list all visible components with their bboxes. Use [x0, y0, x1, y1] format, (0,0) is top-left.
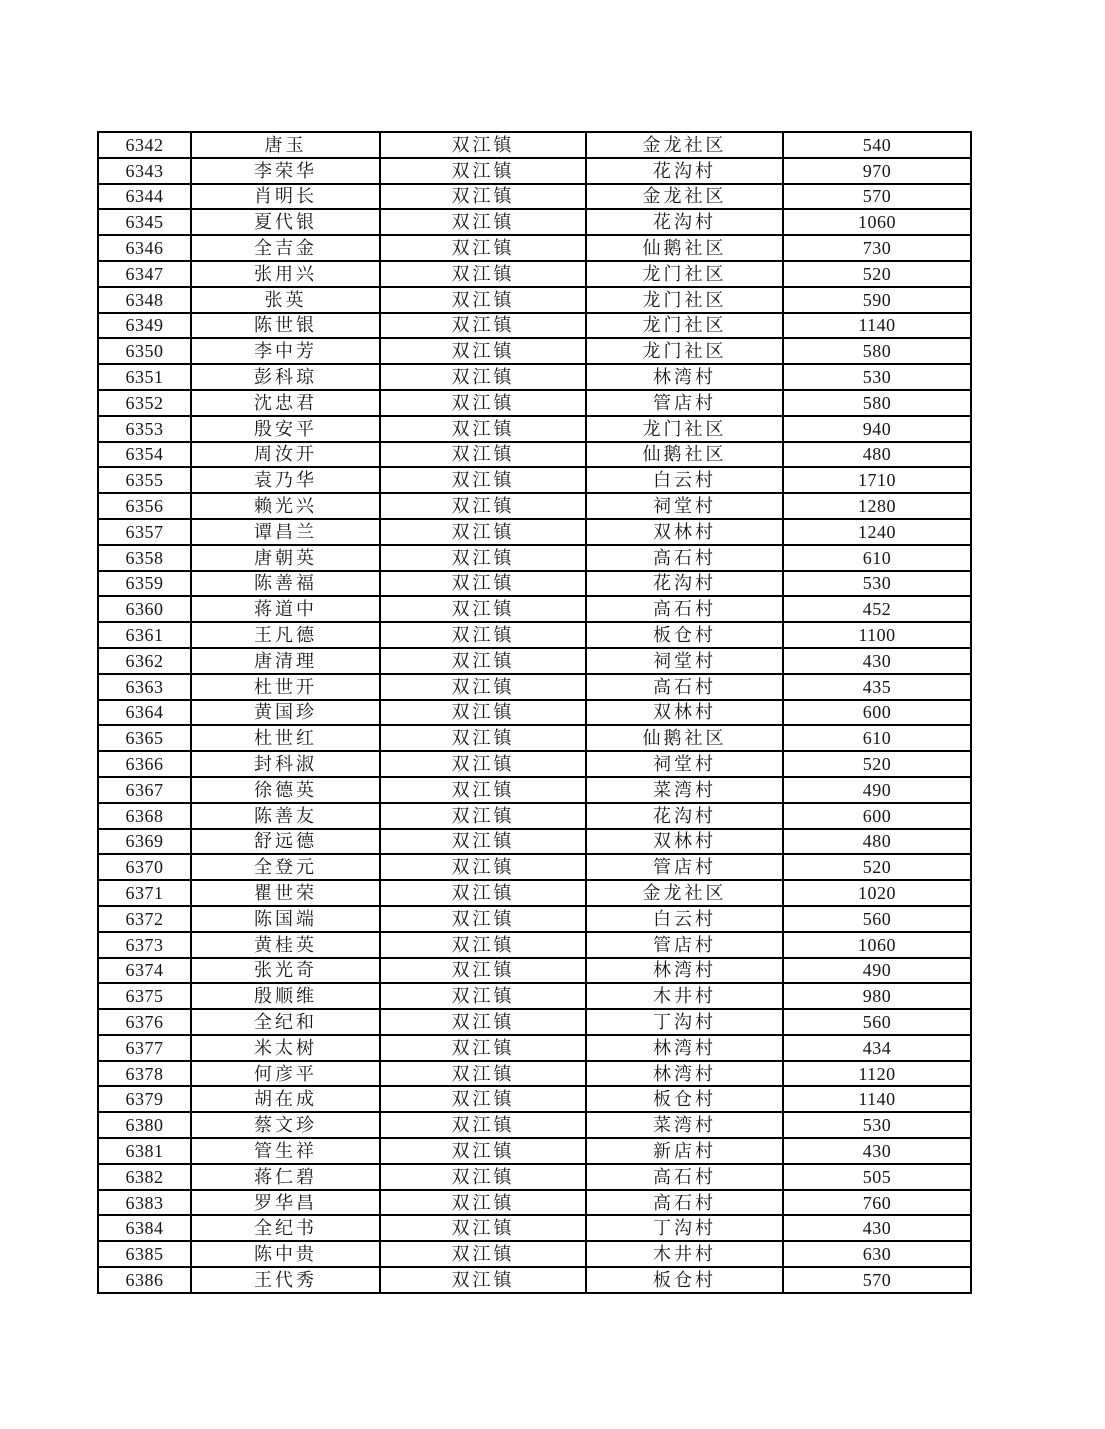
town-cell: 双江镇: [380, 1138, 586, 1164]
village-cell: 管店村: [586, 854, 783, 880]
village-cell: 双林村: [586, 829, 783, 855]
village-cell: 龙门社区: [586, 338, 783, 364]
name-cell: 陈国端: [191, 906, 380, 932]
town-cell: 双江镇: [380, 519, 586, 545]
town-cell: 双江镇: [380, 313, 586, 339]
table-row: [98, 416, 971, 442]
serial-number-cell: 6379: [98, 1086, 191, 1112]
name-cell: 彭科琼: [191, 364, 380, 390]
village-cell: 丁沟村: [586, 1009, 783, 1035]
amount-cell: 480: [783, 829, 971, 855]
town-cell: 双江镇: [380, 390, 586, 416]
village-cell: 祠堂村: [586, 751, 783, 777]
town-cell: 双江镇: [380, 1215, 586, 1241]
town-cell: 双江镇: [380, 622, 586, 648]
amount-cell: 430: [783, 1215, 971, 1241]
amount-cell: 570: [783, 1267, 971, 1293]
table-row: [98, 261, 971, 287]
table-row: [98, 390, 971, 416]
serial-number-cell: 6371: [98, 880, 191, 906]
town-cell: 双江镇: [380, 493, 586, 519]
village-cell: 新店村: [586, 1138, 783, 1164]
serial-number-cell: 6374: [98, 958, 191, 984]
village-cell: 龙门社区: [586, 261, 783, 287]
town-cell: 双江镇: [380, 674, 586, 700]
amount-cell: 540: [783, 132, 971, 158]
table-row: [98, 1138, 971, 1164]
amount-cell: 430: [783, 648, 971, 674]
village-cell: 金龙社区: [586, 132, 783, 158]
town-cell: 双江镇: [380, 906, 586, 932]
name-cell: 陈世银: [191, 313, 380, 339]
table-row: [98, 1215, 971, 1241]
name-cell: 胡在成: [191, 1086, 380, 1112]
village-cell: 木井村: [586, 1241, 783, 1267]
village-cell: 花沟村: [586, 209, 783, 235]
serial-number-cell: 6350: [98, 338, 191, 364]
table-row: [98, 751, 971, 777]
amount-cell: 730: [783, 235, 971, 261]
village-cell: 仙鹅社区: [586, 725, 783, 751]
town-cell: 双江镇: [380, 1164, 586, 1190]
town-cell: 双江镇: [380, 596, 586, 622]
village-cell: 板仓村: [586, 1267, 783, 1293]
serial-number-cell: 6365: [98, 725, 191, 751]
serial-number-cell: 6370: [98, 854, 191, 880]
name-cell: 殷安平: [191, 416, 380, 442]
amount-cell: 1140: [783, 1086, 971, 1112]
name-cell: 肖明长: [191, 184, 380, 210]
serial-number-cell: 6361: [98, 622, 191, 648]
name-cell: 杜世开: [191, 674, 380, 700]
serial-number-cell: 6355: [98, 467, 191, 493]
table-row: [98, 442, 971, 468]
town-cell: 双江镇: [380, 364, 586, 390]
name-cell: 黄国珍: [191, 700, 380, 726]
village-cell: 板仓村: [586, 1086, 783, 1112]
amount-cell: 1100: [783, 622, 971, 648]
serial-number-cell: 6357: [98, 519, 191, 545]
amount-cell: 520: [783, 854, 971, 880]
amount-cell: 970: [783, 158, 971, 184]
name-cell: 王凡德: [191, 622, 380, 648]
amount-cell: 435: [783, 674, 971, 700]
town-cell: 双江镇: [380, 545, 586, 571]
serial-number-cell: 6385: [98, 1241, 191, 1267]
village-cell: 林湾村: [586, 364, 783, 390]
village-cell: 双林村: [586, 700, 783, 726]
table-row: [98, 803, 971, 829]
table-row: [98, 1190, 971, 1216]
village-cell: 花沟村: [586, 571, 783, 597]
table-row: [98, 313, 971, 339]
records-table-body: [98, 132, 971, 1293]
name-cell: 蒋仁碧: [191, 1164, 380, 1190]
name-cell: 全登元: [191, 854, 380, 880]
table-row: [98, 519, 971, 545]
amount-cell: 600: [783, 700, 971, 726]
town-cell: 双江镇: [380, 1035, 586, 1061]
village-cell: 龙门社区: [586, 287, 783, 313]
name-cell: 沈忠君: [191, 390, 380, 416]
table-row: [98, 1164, 971, 1190]
serial-number-cell: 6345: [98, 209, 191, 235]
serial-number-cell: 6384: [98, 1215, 191, 1241]
town-cell: 双江镇: [380, 700, 586, 726]
table-row: [98, 777, 971, 803]
serial-number-cell: 6366: [98, 751, 191, 777]
table-row: [98, 235, 971, 261]
table-row: [98, 132, 971, 158]
amount-cell: 452: [783, 596, 971, 622]
serial-number-cell: 6378: [98, 1061, 191, 1087]
table-row: [98, 829, 971, 855]
serial-number-cell: 6377: [98, 1035, 191, 1061]
town-cell: 双江镇: [380, 725, 586, 751]
table-row: [98, 648, 971, 674]
amount-cell: 940: [783, 416, 971, 442]
amount-cell: 980: [783, 983, 971, 1009]
amount-cell: 1240: [783, 519, 971, 545]
town-cell: 双江镇: [380, 235, 586, 261]
village-cell: 高石村: [586, 674, 783, 700]
town-cell: 双江镇: [380, 1112, 586, 1138]
name-cell: 陈善友: [191, 803, 380, 829]
table-row: [98, 932, 971, 958]
serial-number-cell: 6363: [98, 674, 191, 700]
serial-number-cell: 6347: [98, 261, 191, 287]
serial-number-cell: 6360: [98, 596, 191, 622]
village-cell: 菜湾村: [586, 777, 783, 803]
name-cell: 唐玉: [191, 132, 380, 158]
table-row: [98, 184, 971, 210]
town-cell: 双江镇: [380, 261, 586, 287]
village-cell: 金龙社区: [586, 880, 783, 906]
amount-cell: 505: [783, 1164, 971, 1190]
village-cell: 菜湾村: [586, 1112, 783, 1138]
serial-number-cell: 6358: [98, 545, 191, 571]
name-cell: 徐德英: [191, 777, 380, 803]
serial-number-cell: 6372: [98, 906, 191, 932]
name-cell: 夏代银: [191, 209, 380, 235]
village-cell: 林湾村: [586, 958, 783, 984]
table-row: [98, 983, 971, 1009]
name-cell: 赖光兴: [191, 493, 380, 519]
amount-cell: 490: [783, 958, 971, 984]
serial-number-cell: 6362: [98, 648, 191, 674]
amount-cell: 1710: [783, 467, 971, 493]
name-cell: 王代秀: [191, 1267, 380, 1293]
village-cell: 板仓村: [586, 622, 783, 648]
amount-cell: 610: [783, 545, 971, 571]
town-cell: 双江镇: [380, 829, 586, 855]
amount-cell: 490: [783, 777, 971, 803]
amount-cell: 1020: [783, 880, 971, 906]
town-cell: 双江镇: [380, 648, 586, 674]
village-cell: 白云村: [586, 906, 783, 932]
name-cell: 舒远德: [191, 829, 380, 855]
amount-cell: 430: [783, 1138, 971, 1164]
village-cell: 祠堂村: [586, 648, 783, 674]
name-cell: 封科淑: [191, 751, 380, 777]
town-cell: 双江镇: [380, 338, 586, 364]
amount-cell: 1140: [783, 313, 971, 339]
amount-cell: 580: [783, 390, 971, 416]
town-cell: 双江镇: [380, 803, 586, 829]
name-cell: 蒋道中: [191, 596, 380, 622]
name-cell: 米太树: [191, 1035, 380, 1061]
serial-number-cell: 6359: [98, 571, 191, 597]
serial-number-cell: 6368: [98, 803, 191, 829]
table-row: [98, 854, 971, 880]
village-cell: 双林村: [586, 519, 783, 545]
name-cell: 张光奇: [191, 958, 380, 984]
village-cell: 管店村: [586, 932, 783, 958]
table-row: [98, 1061, 971, 1087]
serial-number-cell: 6376: [98, 1009, 191, 1035]
town-cell: 双江镇: [380, 854, 586, 880]
town-cell: 双江镇: [380, 777, 586, 803]
town-cell: 双江镇: [380, 983, 586, 1009]
name-cell: 黄桂英: [191, 932, 380, 958]
town-cell: 双江镇: [380, 958, 586, 984]
village-cell: 花沟村: [586, 803, 783, 829]
table-row: [98, 622, 971, 648]
amount-cell: 520: [783, 261, 971, 287]
name-cell: 张英: [191, 287, 380, 313]
village-cell: 仙鹅社区: [586, 235, 783, 261]
amount-cell: 760: [783, 1190, 971, 1216]
town-cell: 双江镇: [380, 416, 586, 442]
amount-cell: 600: [783, 803, 971, 829]
amount-cell: 1060: [783, 209, 971, 235]
amount-cell: 580: [783, 338, 971, 364]
table-row: [98, 596, 971, 622]
serial-number-cell: 6386: [98, 1267, 191, 1293]
serial-number-cell: 6373: [98, 932, 191, 958]
table-row: [98, 700, 971, 726]
town-cell: 双江镇: [380, 132, 586, 158]
village-cell: 丁沟村: [586, 1215, 783, 1241]
amount-cell: 1060: [783, 932, 971, 958]
name-cell: 张用兴: [191, 261, 380, 287]
town-cell: 双江镇: [380, 1086, 586, 1112]
town-cell: 双江镇: [380, 932, 586, 958]
amount-cell: 434: [783, 1035, 971, 1061]
name-cell: 袁乃华: [191, 467, 380, 493]
name-cell: 周汝开: [191, 442, 380, 468]
town-cell: 双江镇: [380, 751, 586, 777]
amount-cell: 520: [783, 751, 971, 777]
village-cell: 龙门社区: [586, 416, 783, 442]
table-row: [98, 725, 971, 751]
name-cell: 谭昌兰: [191, 519, 380, 545]
serial-number-cell: 6343: [98, 158, 191, 184]
table-row: [98, 1241, 971, 1267]
table-row: [98, 674, 971, 700]
table-row: [98, 493, 971, 519]
table-row: [98, 1086, 971, 1112]
serial-number-cell: 6380: [98, 1112, 191, 1138]
town-cell: 双江镇: [380, 1241, 586, 1267]
name-cell: 管生祥: [191, 1138, 380, 1164]
amount-cell: 530: [783, 571, 971, 597]
town-cell: 双江镇: [380, 287, 586, 313]
amount-cell: 1280: [783, 493, 971, 519]
town-cell: 双江镇: [380, 209, 586, 235]
name-cell: 瞿世荣: [191, 880, 380, 906]
amount-cell: 530: [783, 364, 971, 390]
town-cell: 双江镇: [380, 467, 586, 493]
amount-cell: 1120: [783, 1061, 971, 1087]
village-cell: 高石村: [586, 596, 783, 622]
amount-cell: 560: [783, 906, 971, 932]
village-cell: 白云村: [586, 467, 783, 493]
town-cell: 双江镇: [380, 1009, 586, 1035]
town-cell: 双江镇: [380, 442, 586, 468]
serial-number-cell: 6353: [98, 416, 191, 442]
table-row: [98, 906, 971, 932]
town-cell: 双江镇: [380, 184, 586, 210]
table-row: [98, 545, 971, 571]
table-row: [98, 571, 971, 597]
town-cell: 双江镇: [380, 1267, 586, 1293]
name-cell: 殷顺维: [191, 983, 380, 1009]
serial-number-cell: 6344: [98, 184, 191, 210]
village-cell: 祠堂村: [586, 493, 783, 519]
serial-number-cell: 6367: [98, 777, 191, 803]
village-cell: 仙鹅社区: [586, 442, 783, 468]
table-row: [98, 880, 971, 906]
serial-number-cell: 6383: [98, 1190, 191, 1216]
name-cell: 唐朝英: [191, 545, 380, 571]
village-cell: 高石村: [586, 1164, 783, 1190]
name-cell: 杜世红: [191, 725, 380, 751]
amount-cell: 610: [783, 725, 971, 751]
town-cell: 双江镇: [380, 158, 586, 184]
name-cell: 李中芳: [191, 338, 380, 364]
town-cell: 双江镇: [380, 571, 586, 597]
serial-number-cell: 6352: [98, 390, 191, 416]
name-cell: 蔡文珍: [191, 1112, 380, 1138]
amount-cell: 480: [783, 442, 971, 468]
village-cell: 高石村: [586, 1190, 783, 1216]
table-row: [98, 364, 971, 390]
name-cell: 全纪书: [191, 1215, 380, 1241]
name-cell: 李荣华: [191, 158, 380, 184]
serial-number-cell: 6369: [98, 829, 191, 855]
name-cell: 唐清理: [191, 648, 380, 674]
village-cell: 花沟村: [586, 158, 783, 184]
amount-cell: 560: [783, 1009, 971, 1035]
name-cell: 陈中贵: [191, 1241, 380, 1267]
serial-number-cell: 6381: [98, 1138, 191, 1164]
serial-number-cell: 6354: [98, 442, 191, 468]
table-row: [98, 1267, 971, 1293]
table-row: [98, 958, 971, 984]
records-table: [97, 131, 972, 1294]
name-cell: 陈善福: [191, 571, 380, 597]
table-row: [98, 338, 971, 364]
amount-cell: 590: [783, 287, 971, 313]
amount-cell: 570: [783, 184, 971, 210]
table-row: [98, 1035, 971, 1061]
village-cell: 管店村: [586, 390, 783, 416]
village-cell: 林湾村: [586, 1035, 783, 1061]
name-cell: 全纪和: [191, 1009, 380, 1035]
town-cell: 双江镇: [380, 880, 586, 906]
serial-number-cell: 6349: [98, 313, 191, 339]
serial-number-cell: 6382: [98, 1164, 191, 1190]
village-cell: 金龙社区: [586, 184, 783, 210]
name-cell: 全吉金: [191, 235, 380, 261]
town-cell: 双江镇: [380, 1190, 586, 1216]
serial-number-cell: 6364: [98, 700, 191, 726]
table-row: [98, 209, 971, 235]
name-cell: 何彦平: [191, 1061, 380, 1087]
table-row: [98, 287, 971, 313]
table-row: [98, 467, 971, 493]
village-cell: 高石村: [586, 545, 783, 571]
town-cell: 双江镇: [380, 1061, 586, 1087]
serial-number-cell: 6375: [98, 983, 191, 1009]
amount-cell: 630: [783, 1241, 971, 1267]
table-row: [98, 1009, 971, 1035]
village-cell: 龙门社区: [586, 313, 783, 339]
amount-cell: 530: [783, 1112, 971, 1138]
name-cell: 罗华昌: [191, 1190, 380, 1216]
serial-number-cell: 6348: [98, 287, 191, 313]
table-row: [98, 1112, 971, 1138]
table-row: [98, 158, 971, 184]
village-cell: 木井村: [586, 983, 783, 1009]
serial-number-cell: 6351: [98, 364, 191, 390]
serial-number-cell: 6356: [98, 493, 191, 519]
village-cell: 林湾村: [586, 1061, 783, 1087]
serial-number-cell: 6346: [98, 235, 191, 261]
serial-number-cell: 6342: [98, 132, 191, 158]
